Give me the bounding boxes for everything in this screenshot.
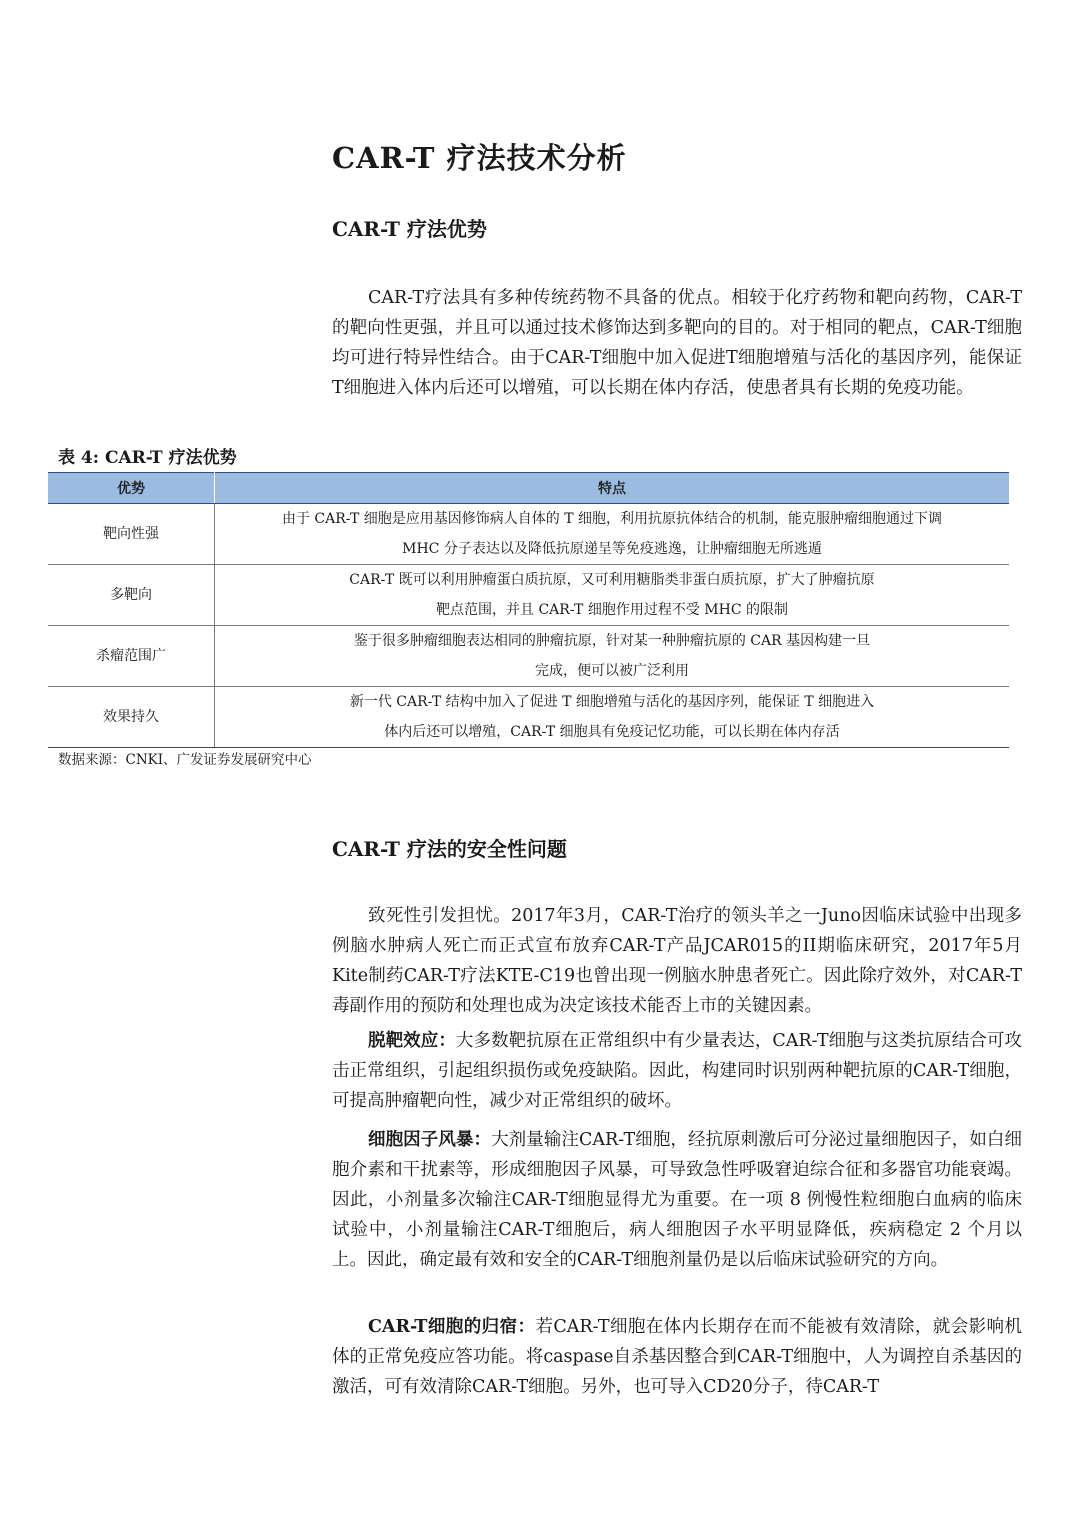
feature-line: CAR-T 既可以利用肿瘤蛋白质抗原，又可利用糖脂类非蛋白质抗原，扩大了肿瘤抗原: [349, 572, 875, 588]
section-heading-advantages: CAR-T 疗法优势: [332, 217, 487, 241]
paragraph-lead: 脱靶效应：: [368, 1031, 456, 1051]
feature-line: 完成，便可以被广泛利用: [535, 663, 689, 679]
table-caption: 表 4: CAR-T 疗法优势: [58, 448, 237, 468]
paragraph-body: 大多数靶抗原在正常组织中有少量表达，CAR-T细胞与这类抗原结合可攻击正常组织，引起组织损伤或免疫缺陷。因此，构建同时识别两种靶抗原的CAR-T细胞，可提高肿瘤靶向性，减少对正常组织的破坏。: [332, 1031, 1022, 1111]
advantages-table: [48, 472, 1009, 748]
feature-line: 新一代 CAR-T 结构中加入了促进 T 细胞增殖与活化的基因序列，能保证 T 细胞进入: [349, 694, 875, 710]
feature-line: 体内后还可以增殖，CAR-T 细胞具有免疫记忆功能，可以长期在体内存活: [384, 724, 840, 740]
feature-line: MHC 分子表达以及降低抗原递呈等免疫逃逸，让肿瘤细胞无所逃遁: [402, 541, 822, 557]
table-cell-advantage: 靶向性强: [48, 504, 215, 565]
page-title: CAR-T 疗法技术分析: [332, 141, 627, 175]
section-heading-safety: CAR-T 疗法的安全性问题: [332, 837, 567, 861]
table-header-advantage: 优势: [48, 473, 215, 504]
table-row: [48, 687, 1009, 748]
table-cell-advantage: 杀瘤范围广: [48, 626, 215, 687]
advantages-paragraph: CAR-T疗法具有多种传统药物不具备的优点。相较于化疗药物和靶向药物，CAR-T的靶向性更强，并且可以通过技术修饰达到多靶向的目的。对于相同的靶点，CAR-T细胞均可进行特异性结合。由于CAR-T细胞中加入促进T细胞增殖与活化的基因序列，能保证T细胞进入体内后还可以增殖，可以长期在体内存活，使患者具有长期的免疫功能。: [332, 288, 1022, 398]
safety-paragraph-off-target: [332, 1026, 1022, 1116]
table-cell-feature: [215, 504, 1010, 565]
table-row: [48, 626, 1009, 687]
table-cell-advantage: 多靶向: [48, 565, 215, 626]
table-row: [48, 504, 1009, 565]
safety-paragraph-lethality: 致死性引发担忧。2017年3月，CAR-T治疗的领头羊之一Juno因临床试验中出现多例脑水肿病人死亡而正式宣布放弃CAR-T产品JCAR015的II期临床研究，2017年5月Kite制药CAR-T疗法KTE-C19也曾出现一例脑水肿患者死亡。因此除疗效外，对CAR-T毒副作用的预防和处理也成为决定该技术能否上市的关键因素。: [332, 906, 1022, 1016]
paragraph-lead: CAR-T细胞的归宿：: [368, 1317, 536, 1337]
table-row: [48, 565, 1009, 626]
feature-line: 鉴于很多肿瘤细胞表达相同的肿瘤抗原，针对某一种肿瘤抗原的 CAR 基因构建一旦: [353, 633, 871, 649]
table-cell-feature: [215, 565, 1010, 626]
paragraph-lead: 细胞因子风暴：: [368, 1130, 492, 1150]
table-cell-feature: [215, 626, 1010, 687]
table-source: 数据来源：CNKI、广发证券发展研究中心: [58, 752, 312, 768]
table-header-feature: 特点: [215, 473, 1010, 504]
feature-line: 靶点范围，并且 CAR-T 细胞作用过程不受 MHC 的限制: [436, 602, 788, 618]
paragraph-body: 大剂量输注CAR-T细胞，经抗原刺激后可分泌过量细胞因子，如白细胞介素和干扰素等，形成细胞因子风暴，可导致急性呼吸窘迫综合征和多器官功能衰竭。因此，小剂量多次输注CAR-T细胞显得尤为重要。在一项 8 例慢性粒细胞白血病的临床试验中，小剂量输注CAR-T细胞后，病人细胞因子水平明显降低，疾病稳定 2 个月以上。因此，确定最有效和安全的CAR-T细胞剂量仍是以后临床试验研究的方向。: [332, 1130, 1023, 1270]
table-cell-feature: [215, 687, 1010, 748]
paragraph-body: 若CAR-T细胞在体内长期存在而不能被有效清除，就会影响机体的正常免疫应答功能。将caspase自杀基因整合到CAR-T细胞中，人为调控自杀基因的激活，可有效清除CAR-T细胞。另外，也可导入CD20分子，待CAR-T: [332, 1317, 1022, 1397]
table-header-row: [48, 473, 1009, 504]
safety-paragraph-fate: [332, 1312, 1022, 1402]
table-cell-advantage: 效果持久: [48, 687, 215, 748]
feature-line: 由于 CAR-T 细胞是应用基因修饰病人自体的 T 细胞，利用抗原抗体结合的机制，能克服肿瘤细胞通过下调: [281, 511, 943, 527]
safety-paragraph-cytokine-storm: [332, 1125, 1022, 1275]
